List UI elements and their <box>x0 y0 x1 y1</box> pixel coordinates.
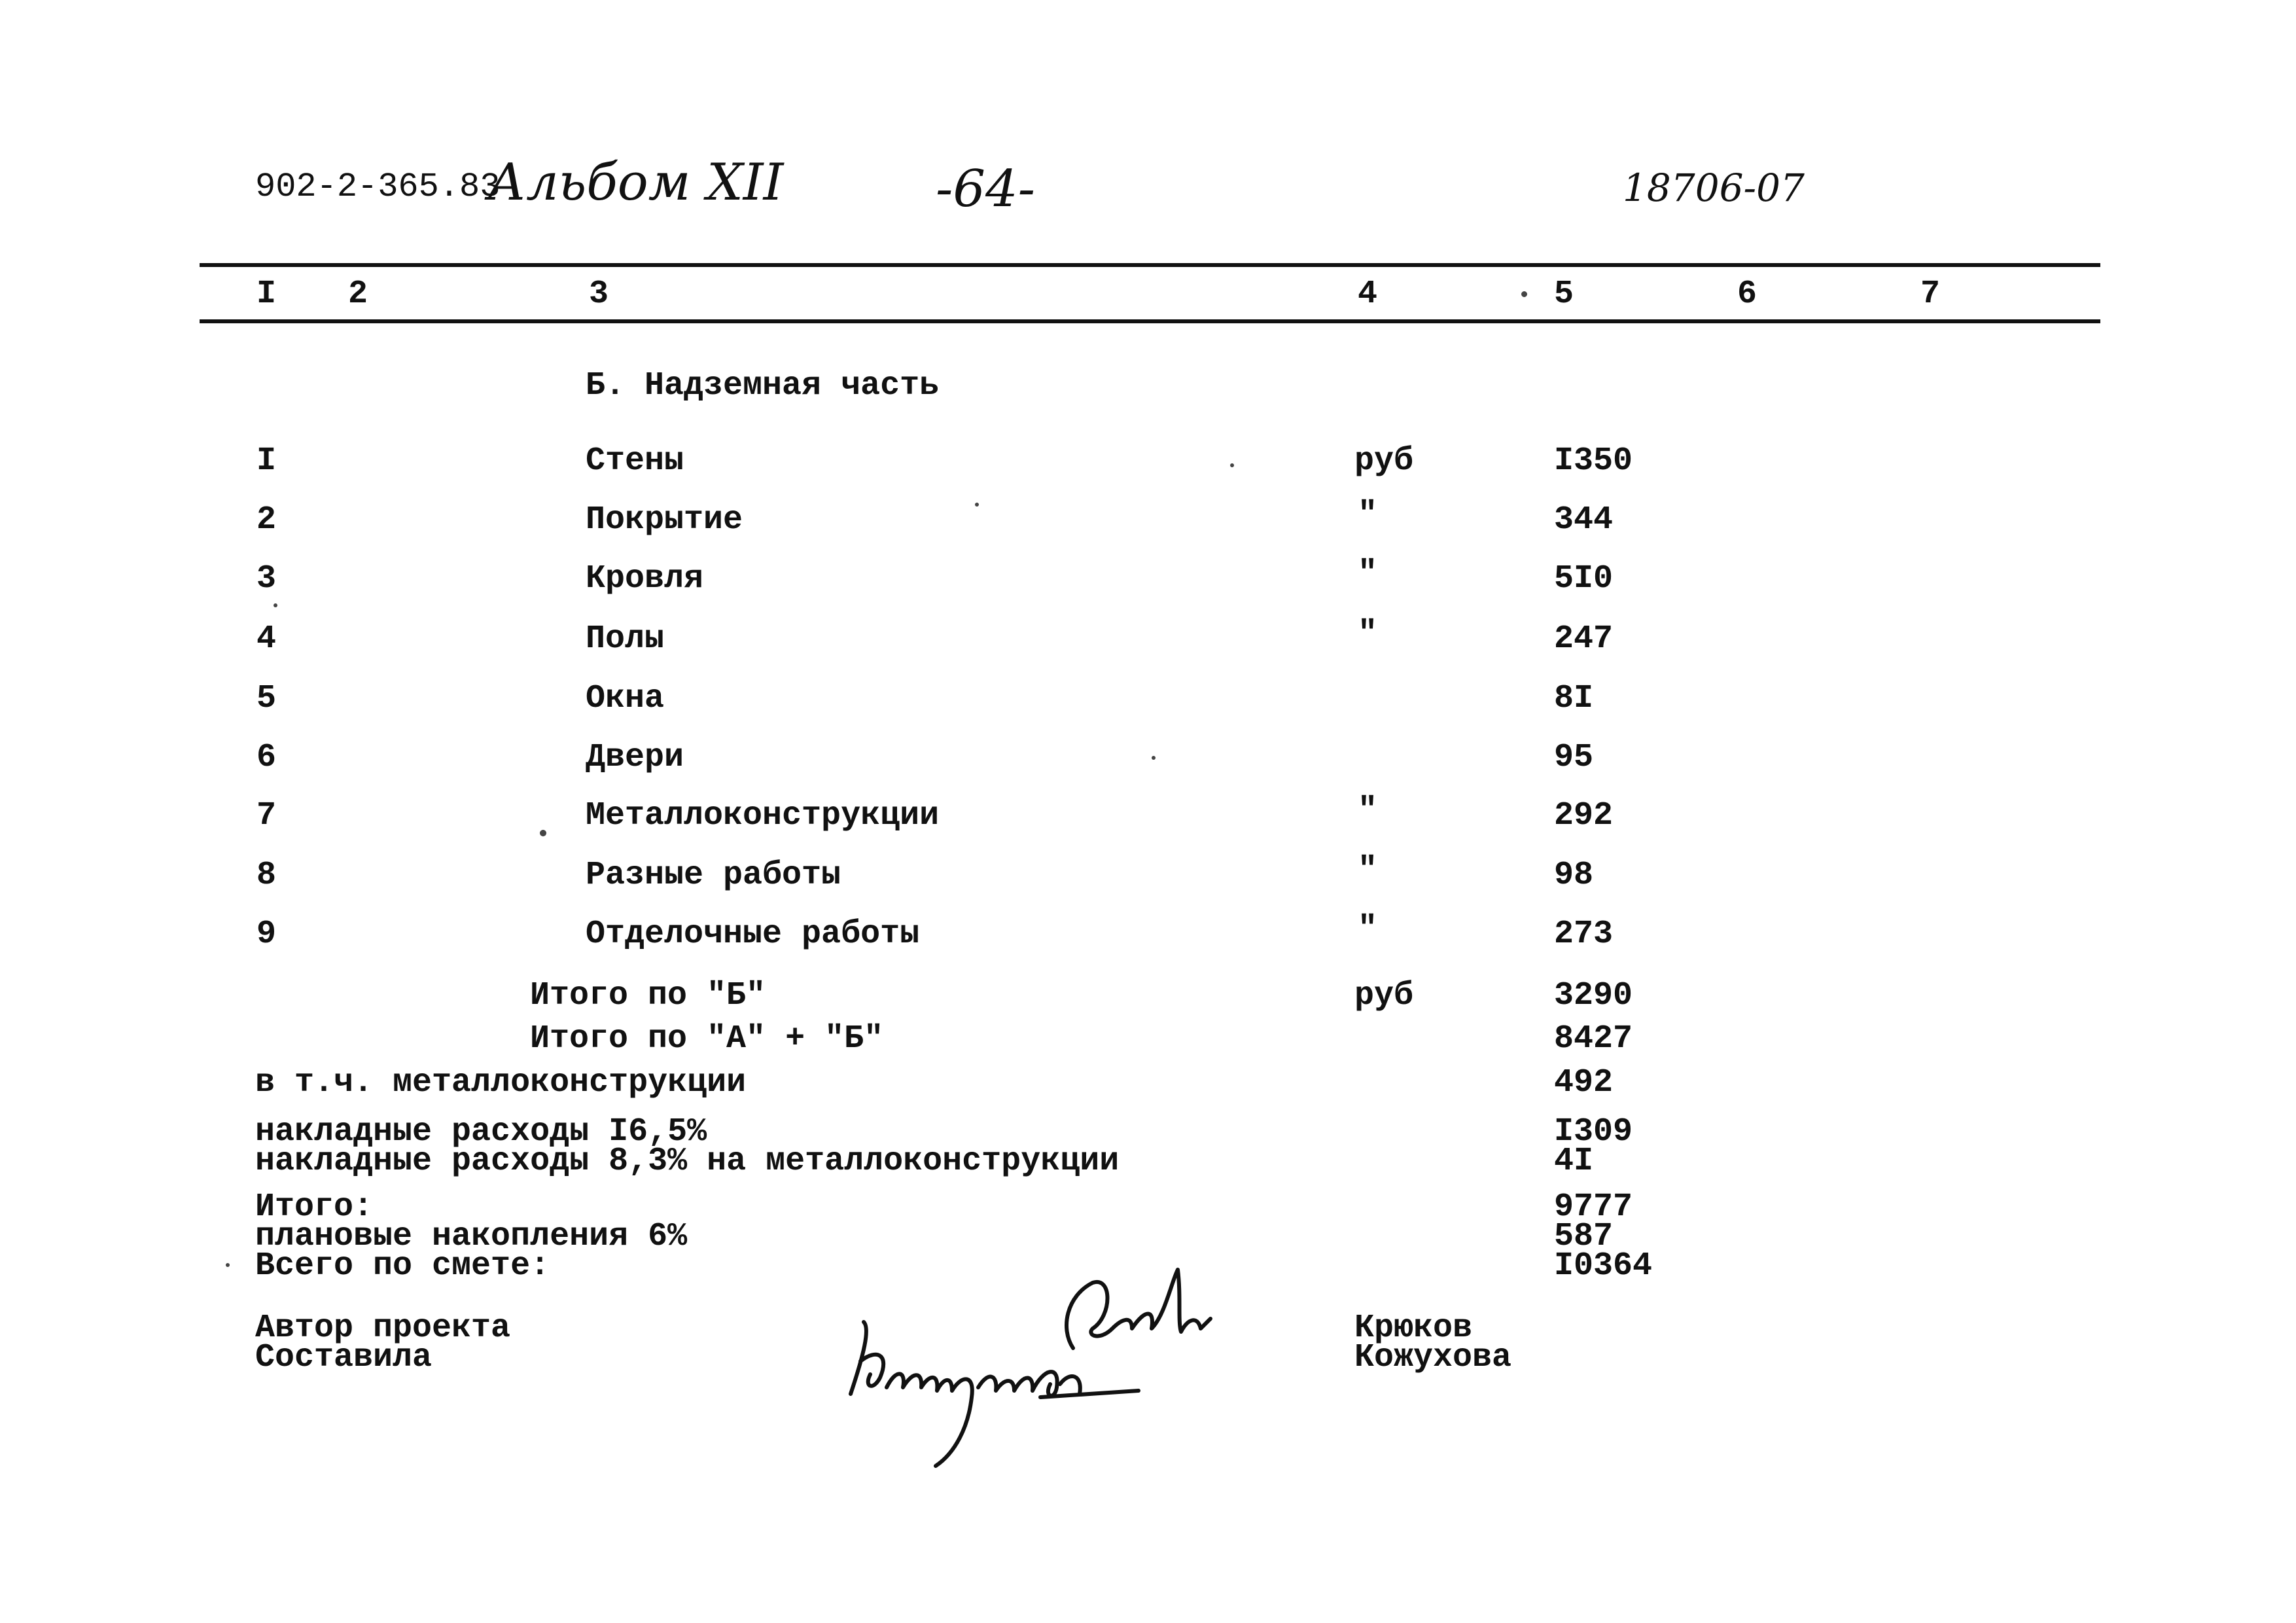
row-number: 2 <box>256 501 277 539</box>
album-label: Альбом XII <box>487 153 784 212</box>
scan-speck <box>1152 756 1156 760</box>
itogo-ab-label: Итого по "А" + "Б" <box>530 1020 884 1058</box>
scan-speck <box>540 830 546 836</box>
row-value: 5I0 <box>1554 560 1614 597</box>
row-value: 8I <box>1554 680 1594 717</box>
row-number: 3 <box>256 560 277 597</box>
handwritten-signature <box>824 1257 1230 1472</box>
author-name: Крюков <box>1354 1310 1473 1347</box>
row-value: 344 <box>1554 501 1614 539</box>
column-header-7: 7 <box>1920 276 1941 313</box>
document-code: 902-2-365.83 <box>255 168 501 206</box>
itogo-label: Итого: <box>255 1188 374 1226</box>
document-number: 18706-07 <box>1623 166 1805 210</box>
row-value: I350 <box>1554 442 1633 480</box>
row-unit: " <box>1358 851 1378 889</box>
row-name: Окна <box>586 680 665 717</box>
metal-value: 492 <box>1554 1064 1614 1101</box>
header-rule-bottom <box>200 319 2100 323</box>
row-number: 6 <box>256 739 277 776</box>
row-unit: " <box>1358 792 1378 829</box>
plan-value: 587 <box>1554 1218 1614 1255</box>
row-name: Металлоконструкции <box>586 797 940 834</box>
total-value: I0364 <box>1554 1247 1653 1285</box>
row-name: Разные работы <box>586 857 841 894</box>
row-unit: " <box>1358 615 1378 652</box>
row-number: 7 <box>256 797 277 834</box>
row-number: 4 <box>256 620 277 658</box>
itogo-b-value: 3290 <box>1554 977 1633 1014</box>
scan-speck <box>975 503 979 507</box>
compiler-name: Кожухова <box>1354 1339 1512 1376</box>
scan-speck <box>274 603 277 607</box>
row-unit: " <box>1358 555 1378 592</box>
row-name: Двери <box>586 739 684 776</box>
author-label: Автор проекта <box>255 1310 511 1347</box>
compiler-label: Составила <box>255 1339 433 1376</box>
scan-speck <box>1521 291 1527 297</box>
itogo-value: 9777 <box>1554 1188 1633 1226</box>
header-rule-top <box>200 263 2100 267</box>
row-value: 247 <box>1554 620 1614 658</box>
overhead-label: накладные расходы I6,5% <box>255 1113 707 1150</box>
itogo-ab-value: 8427 <box>1554 1020 1633 1058</box>
row-unit: " <box>1358 910 1378 948</box>
metal-label: в т.ч. металлоконструкции <box>255 1064 747 1101</box>
overhead-metal-value: 4I <box>1554 1143 1594 1180</box>
page-number: -64- <box>936 160 1035 219</box>
scan-speck <box>226 1263 230 1267</box>
plan-label: плановые накопления 6% <box>255 1218 688 1255</box>
row-name: Покрытие <box>586 501 743 539</box>
total-label: Всего по смете: <box>255 1247 550 1285</box>
row-name: Полы <box>586 620 665 658</box>
scan-speck <box>1230 463 1234 467</box>
row-name: Кровля <box>586 560 704 597</box>
row-unit: " <box>1358 496 1378 533</box>
itogo-b-label: Итого по "Б" <box>530 977 766 1014</box>
row-number: 8 <box>256 857 277 894</box>
row-name: Стены <box>586 442 684 480</box>
row-name: Отделочные работы <box>586 916 920 953</box>
column-header-3: 3 <box>589 276 609 313</box>
column-header-4: 4 <box>1358 276 1378 313</box>
row-unit: руб <box>1354 442 1414 480</box>
row-value: 95 <box>1554 739 1594 776</box>
overhead-metal-label: накладные расходы 8,3% на металлоконструкции <box>255 1143 1120 1180</box>
overhead-value: I309 <box>1554 1113 1633 1150</box>
row-value: 292 <box>1554 797 1614 834</box>
row-number: 9 <box>256 916 277 953</box>
row-number: I <box>256 442 277 480</box>
column-header-5: 5 <box>1554 276 1574 313</box>
column-header-6: 6 <box>1737 276 1757 313</box>
row-value: 98 <box>1554 857 1594 894</box>
column-header-2: 2 <box>348 276 368 313</box>
column-header-1: I <box>256 276 277 313</box>
section-title: Б. Надземная часть <box>586 367 940 404</box>
itogo-b-unit: руб <box>1354 977 1414 1014</box>
row-number: 5 <box>256 680 277 717</box>
row-value: 273 <box>1554 916 1614 953</box>
